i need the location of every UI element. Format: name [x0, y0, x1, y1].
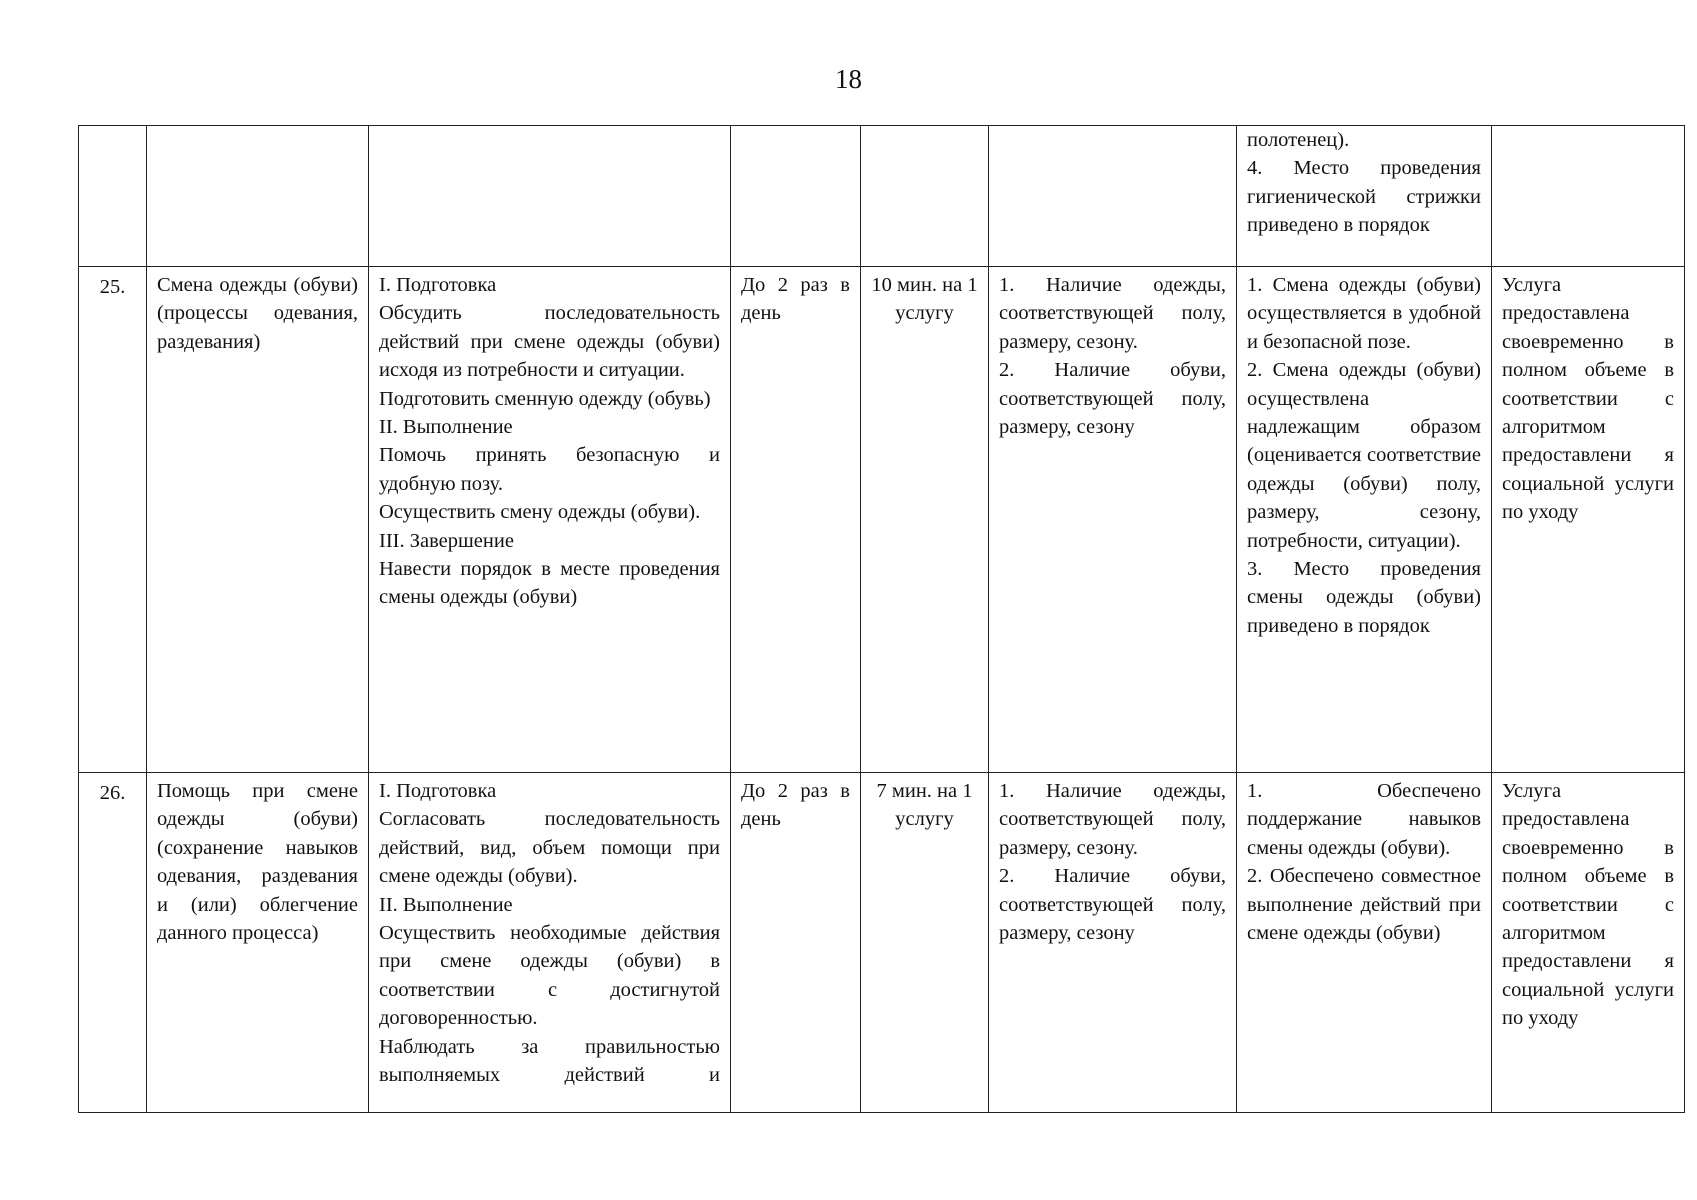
criteria-item: 2. Смена одежды (обуви) осуществлена надлежащим образом (оценивается соответствие одежды (обуви) полу, размеру, сезону, потребности, ситуации).	[1247, 359, 1481, 552]
criteria-cell	[1237, 267, 1492, 773]
steps-cell	[369, 126, 731, 267]
result-text: Услуга предоставлена своевременно в полном объеме в соответствии с алгоритмом предоставлени я социальной услуги по уходу	[1502, 780, 1674, 1030]
number-cell	[79, 126, 147, 267]
table-row	[79, 126, 1685, 267]
condition-item: 1. Наличие одежды, соответствующей полу, размеру, сезону.	[999, 780, 1226, 859]
frequency-cell	[731, 126, 861, 267]
result-cell	[1492, 267, 1685, 773]
step-text: Обсудить последовательность действий при смене одежды (обуви) исходя из потребности и ситуации.	[379, 302, 720, 382]
criteria-cell	[1237, 773, 1492, 1113]
services-table	[78, 125, 1685, 1113]
step-text: Согласовать последовательность действий, вид, объем помощи при смене одежды (обуви).	[379, 808, 720, 888]
service-name-cell	[147, 267, 369, 773]
time-cell	[861, 267, 989, 773]
service-name: Помощь при смене одежды (обуви) (сохранение навыков одевания, раздевания и (или) облегчение данного процесса)	[157, 780, 358, 945]
result-text: Услуга предоставлена своевременно в полном объеме в соответствии с алгоритмом предоставлени я социальной услуги по уходу	[1502, 274, 1674, 524]
step-heading: III. Завершение	[379, 529, 514, 552]
condition-item: 2. Наличие обуви, соответствующей полу, размеру, сезону	[999, 865, 1226, 945]
number-cell: 25.	[79, 267, 147, 773]
criteria-cell	[1237, 126, 1492, 267]
step-text: Подготовить сменную одежду (обувь)	[379, 387, 711, 410]
table-row	[79, 267, 1685, 773]
conditions-cell	[989, 126, 1237, 267]
time-cell	[861, 773, 989, 1113]
step-text: Навести порядок в месте проведения смены одежды (обуви)	[379, 558, 720, 609]
frequency-value: До 2 раз в день	[741, 780, 850, 831]
criteria-item: 1. Обеспечено поддержание навыков смены одежды (обуви).	[1247, 780, 1481, 859]
condition-item: 2. Наличие обуви, соответствующей полу, размеру, сезону	[999, 359, 1226, 439]
step-heading: I. Подготовка	[379, 780, 497, 802]
number-cell: 26.	[79, 773, 147, 1113]
step-text: Наблюдать за правильностью выполняемых действий и	[379, 1035, 720, 1087]
service-name: Смена одежды (обуви) (процессы одевания, раздевания)	[157, 274, 358, 353]
criteria-item: 4. Место проведения гигиенической стрижки приведено в порядок	[1247, 157, 1481, 237]
time-value: 7 мин. на 1 услугу	[876, 780, 973, 831]
step-text: Осуществить необходимые действия при смене одежды (обуви) в соответствии с достигнутой договоренностью.	[379, 922, 720, 1030]
frequency-cell	[731, 773, 861, 1113]
steps-cell	[369, 773, 731, 1113]
page-number: 18	[835, 64, 862, 94]
service-name-cell	[147, 773, 369, 1113]
step-heading: II. Выполнение	[379, 416, 513, 439]
step-heading: I. Подготовка	[379, 274, 497, 296]
criteria-item: 3. Место проведения смены одежды (обуви) приведено в порядок	[1247, 558, 1481, 637]
frequency-value: До 2 раз в день	[741, 274, 850, 325]
criteria-item: 2. Обеспечено совместное выполнение действий при смене одежды (обуви)	[1247, 865, 1481, 945]
frequency-cell	[731, 267, 861, 773]
time-value: 10 мин. на 1 услугу	[871, 274, 978, 325]
steps-cell	[369, 267, 731, 773]
conditions-cell	[989, 267, 1237, 773]
result-cell	[1492, 126, 1685, 267]
criteria-item: 1. Смена одежды (обуви) осуществляется в удобной и безопасной позе.	[1247, 274, 1481, 353]
conditions-cell	[989, 773, 1237, 1113]
step-text: Помочь принять безопасную и удобную позу.	[379, 444, 720, 495]
time-cell	[861, 126, 989, 267]
step-heading: II. Выполнение	[379, 893, 513, 916]
table-row	[79, 773, 1685, 1113]
result-cell	[1492, 773, 1685, 1113]
criteria-item: полотенец).	[1247, 129, 1350, 151]
condition-item: 1. Наличие одежды, соответствующей полу, размеру, сезону.	[999, 274, 1226, 353]
step-text: Осуществить смену одежды (обуви).	[379, 501, 701, 524]
service-name-cell	[147, 126, 369, 267]
